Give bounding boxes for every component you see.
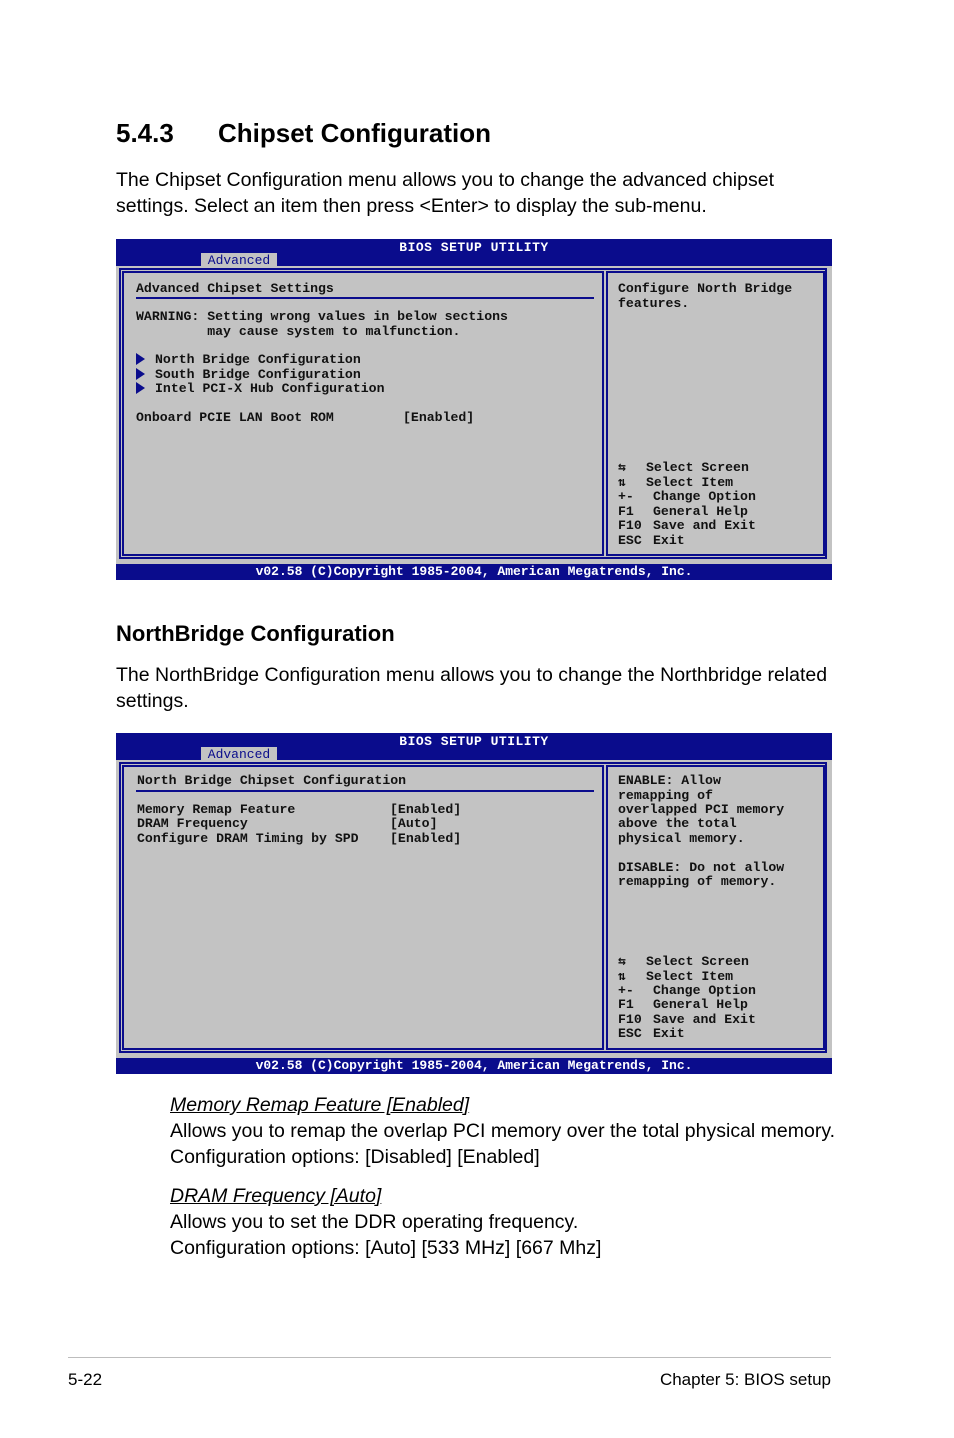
bios-title: BIOS SETUP UTILITY <box>399 240 549 255</box>
setting-value-pcie-lan-boot-rom[interactable]: [Enabled] <box>403 410 475 425</box>
tab-advanced[interactable]: Advanced <box>201 747 277 761</box>
help-text-line: above the total <box>618 816 737 831</box>
key-legend-label: Change Option <box>653 983 756 998</box>
chapter-label: Chapter 5: BIOS setup <box>659 1370 831 1389</box>
submenu-arrow-icon <box>136 382 145 394</box>
key-legend-key: ESC <box>618 1026 642 1041</box>
option-config-memory-remap: Configuration options: [Disabled] [Enabled] <box>170 1146 540 1168</box>
bios-status-bar <box>116 1058 832 1074</box>
section-heading <box>116 118 491 149</box>
intro-paragraph-line-1: The Chipset Configuration menu allows you to change the advanced chipset <box>116 169 774 191</box>
key-legend-label: Save and Exit <box>653 1012 756 1027</box>
setting-label-memory-remap: Memory Remap Feature <box>137 802 296 817</box>
key-legend-label: Exit <box>653 1026 685 1041</box>
northbridge-intro-line-2: settings. <box>116 690 189 712</box>
key-legend-exit <box>618 1027 685 1042</box>
key-legend-label: Select Screen <box>646 954 749 969</box>
bios-title-bar <box>116 733 832 760</box>
key-legend-select-screen <box>618 955 749 970</box>
bios-status-bar <box>116 564 832 580</box>
northbridge-heading: NorthBridge Configuration <box>116 621 395 646</box>
key-legend-key: +- <box>618 489 634 504</box>
key-legend-key: F10 <box>618 1012 642 1027</box>
key-legend-key: F1 <box>618 504 634 519</box>
key-legend-label: General Help <box>653 997 748 1012</box>
submenu-arrow-icon <box>136 368 145 380</box>
key-legend-key: +- <box>618 983 634 998</box>
key-legend-label: Change Option <box>653 489 756 504</box>
bios-title: BIOS SETUP UTILITY <box>399 734 549 749</box>
option-desc-memory-remap: Allows you to remap the overlap PCI memory over the total physical memory. <box>170 1120 836 1142</box>
left-right-arrows-icon: ⇆ <box>618 460 626 475</box>
bios-screen-chipset <box>116 239 832 580</box>
bios-copyright: v02.58 (C)Copyright 1985-2004, American Megatrends, Inc. <box>255 1058 693 1073</box>
pane-title-underline <box>136 790 594 792</box>
help-text-line: remapping of <box>618 788 713 803</box>
help-text-line-2: features. <box>618 296 690 311</box>
key-legend-save-exit <box>618 519 756 534</box>
help-text-line: physical memory. <box>618 831 745 846</box>
left-right-arrows-icon: ⇆ <box>618 954 626 969</box>
setting-label-pcie-lan-boot-rom: Onboard PCIE LAN Boot ROM <box>136 410 334 425</box>
page-number: 5-22 <box>68 1370 103 1389</box>
pane-title: Advanced Chipset Settings <box>136 281 334 296</box>
key-legend-key: F1 <box>618 997 634 1012</box>
key-legend-select-screen <box>618 461 749 476</box>
option-desc-dram-frequency: Allows you to set the DDR operating frequency. <box>170 1211 579 1233</box>
key-legend-label: Select Screen <box>646 460 749 475</box>
section-number: 5.4.3 <box>116 118 174 148</box>
tab-advanced[interactable]: Advanced <box>201 253 277 267</box>
footer-divider <box>68 1357 831 1358</box>
setting-value-memory-remap[interactable]: [Enabled] <box>390 802 462 817</box>
option-config-dram-frequency: Configuration options: [Auto] [533 MHz] [667 Mhz] <box>170 1237 602 1259</box>
option-title-memory-remap: Memory Remap Feature [Enabled] <box>170 1094 470 1116</box>
setting-value-dram-timing-spd[interactable]: [Enabled] <box>390 831 462 846</box>
key-legend-key: ESC <box>618 533 642 548</box>
key-legend-change-option <box>618 490 756 505</box>
northbridge-intro-line-1: The NorthBridge Configuration menu allows you to change the Northbridge related <box>116 664 828 686</box>
key-legend-label: General Help <box>653 504 748 519</box>
help-text-line-1: Configure North Bridge <box>618 281 793 296</box>
submenu-label: Intel PCI-X Hub Configuration <box>155 381 385 396</box>
intro-paragraph-line-2: settings. Select an item then press <Enter> to display the sub-menu. <box>116 195 707 217</box>
key-legend-key: F10 <box>618 518 642 533</box>
submenu-label: South Bridge Configuration <box>155 367 361 382</box>
bios-title-bar <box>116 239 832 266</box>
up-down-arrows-icon: ⇅ <box>618 969 626 984</box>
key-legend-label: Exit <box>653 533 685 548</box>
submenu-north-bridge[interactable] <box>136 353 361 368</box>
section-title: Chipset Configuration <box>218 118 491 148</box>
key-legend-label: Save and Exit <box>653 518 756 533</box>
key-legend-general-help <box>618 998 748 1013</box>
setting-label-dram-timing-spd: Configure DRAM Timing by SPD <box>137 831 359 846</box>
key-legend-exit <box>618 534 685 549</box>
pane-title: North Bridge Chipset Configuration <box>137 773 407 788</box>
bios-screen-northbridge <box>116 733 832 1074</box>
submenu-label: North Bridge Configuration <box>155 352 361 367</box>
submenu-arrow-icon <box>136 353 145 365</box>
setting-value-dram-frequency[interactable]: [Auto] <box>390 816 438 831</box>
submenu-intel-pcix-hub[interactable] <box>136 382 385 397</box>
key-legend-label: Select Item <box>646 969 734 984</box>
help-text-line: DISABLE: Do not allow <box>618 860 785 875</box>
warning-line-1: WARNING: Setting wrong values in below sections <box>136 309 508 324</box>
pane-title-underline <box>136 297 594 299</box>
key-legend-label: Select Item <box>646 475 734 490</box>
up-down-arrows-icon: ⇅ <box>618 475 626 490</box>
option-title-dram-frequency: DRAM Frequency [Auto] <box>170 1185 382 1207</box>
warning-line-2: may cause system to malfunction. <box>136 324 461 339</box>
help-text-line: ENABLE: Allow <box>618 773 721 788</box>
bios-copyright: v02.58 (C)Copyright 1985-2004, American Megatrends, Inc. <box>255 564 693 579</box>
setting-label-dram-frequency: DRAM Frequency <box>137 816 248 831</box>
help-text-line: remapping of memory. <box>618 874 777 889</box>
help-text-line: overlapped PCI memory <box>618 802 785 817</box>
